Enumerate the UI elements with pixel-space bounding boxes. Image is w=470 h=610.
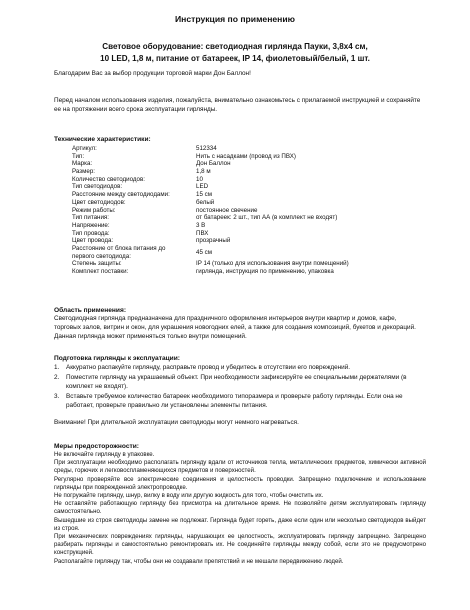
spec-value: от батареек: 2 шт., тип АА (в комплект не входят) <box>196 214 338 222</box>
spec-value: постоянное свечение <box>196 206 258 214</box>
spec-value: Нить с насадками (провод из ПВХ) <box>196 152 296 160</box>
product-title <box>60 41 410 64</box>
spec-value: белый <box>196 198 215 206</box>
spec-row <box>54 207 424 215</box>
area-heading: Область применения: <box>54 307 127 314</box>
spec-row <box>54 237 424 245</box>
prep-step-text: Вставьте требуемое количество батареек необходимого типоразмера и проверьте работу гирлянды. Если она не работает, проверьте правильно ли установлены элементы питания. <box>66 393 403 409</box>
prep-steps-list <box>54 364 426 412</box>
spec-row <box>54 191 424 199</box>
spec-row <box>54 153 424 161</box>
spec-value: Дон Баллон <box>196 160 231 168</box>
spec-key: Степень защиты: <box>72 260 122 268</box>
spec-row <box>54 268 424 276</box>
prep-step-number: 3. <box>54 393 60 401</box>
safety-paragraph: Не включайте гирлянду в упаковке. <box>54 451 155 458</box>
spec-row <box>54 222 424 230</box>
spec-key: Расстояние между светодиодами: <box>72 191 170 199</box>
spec-key: Артикул: <box>72 145 97 152</box>
spec-key: Размер: <box>72 168 95 176</box>
spec-row <box>54 230 424 238</box>
spec-row <box>54 160 424 168</box>
intro-text: Перед началом использования изделия, пожалуйста, внимательно ознакомьтесь с прилагаемой инструкцией и сохраняйте ее на протяжении всего срока эксплуатации гирлянды. <box>54 97 421 113</box>
thanks-text: Благодарим Вас за выбор продукции торговой марки Дон Баллон! <box>54 70 251 77</box>
spec-row <box>54 214 424 222</box>
warning-text: Внимание! При длительной эксплуатации светодиоды могут немного нагреваться. <box>54 419 299 426</box>
product-title-line-2: 10 LED, 1,8 м, питание от батареек, IP 14, фиолетовый/белый, 1 шт. <box>100 53 370 63</box>
spec-key: Тип: <box>72 152 85 160</box>
prep-step-number: 2. <box>54 374 60 382</box>
spec-value: 45 см <box>196 248 212 256</box>
product-title-line-1: Световое оборудование: светодиодная гирлянда Пауки, 3,8х4 см, <box>102 42 368 51</box>
spec-key: Расстояние от блока питания до первого светодиода: <box>72 244 166 260</box>
spec-row <box>54 260 424 268</box>
prep-step-text: Аккуратно распакуйте гирлянду, расправьте провод и убедитесь в отсутствии его повреждений. <box>66 364 351 371</box>
safety-paragraph: Не оставляйте работающую гирлянду без присмотра на длительное время. Не позволяйте детям эксплуатировать гирлянду самостоятельно. <box>54 500 426 516</box>
spec-row <box>54 145 424 153</box>
spec-value: 10 <box>196 175 203 183</box>
spec-value: 15 см <box>196 191 212 199</box>
prep-heading: Подготовка гирлянды к эксплуатации: <box>54 355 180 362</box>
spec-key: Количество светодиодов: <box>72 175 145 183</box>
spec-value: гирлянда, инструкция по применению, упаковка <box>196 268 334 276</box>
spec-row <box>54 176 424 184</box>
safety-paragraph: Вышедшие из строя светодиоды замене не подлежат. Гирлянда будет гореть, даже если один или несколько светодиодов выйдет из строя. <box>54 516 426 532</box>
spec-key: Тип светодиодов: <box>72 183 123 191</box>
safety-paragraph: Регулярно проверяйте все электрические соединения и целостность проводки. Запрещено подключение и использование гирлянды при поврежденной электропроводке. <box>54 475 426 491</box>
safety-heading: Меры предосторожности: <box>54 443 140 450</box>
prep-step-number: 1. <box>54 364 60 371</box>
spec-value: LED <box>196 183 209 191</box>
spec-value: 3 В <box>196 221 206 229</box>
area-text: Светодиодная гирлянда предназначена для праздничного оформления интерьеров внутри квартир и домов, кафе, торговых залов, витрин и окон, для украшения новогодних елей, а также для создания композиций, букетов и декораций. Данная гирлянда может применяться только внутри помещений. <box>54 315 416 340</box>
spec-value: прозрачный <box>196 237 231 245</box>
safety-paragraph: При эксплуатации необходимо располагать гирлянду вдали от источников тепла, металлических предметов, химически активной среды, горючих и легковоспламеняющихся предметов и поверхностей. <box>54 459 426 475</box>
spec-key: Цвет светодиодов: <box>72 198 126 206</box>
spec-value: 1,8 м <box>196 168 211 176</box>
prep-step <box>54 393 426 411</box>
spec-key: Цвет провода: <box>72 237 114 245</box>
safety-paragraph: При механических повреждениях гирлянды, нарушающих ее целостность, эксплуатировать гирлянду запрещено. Запрещено разбирать гирлянды и самостоятельно ремонтировать их. Не соединяйте гирлянды между собой, если это не предусмотрено конструкцией. <box>54 533 426 557</box>
spec-key: Марка: <box>72 160 93 168</box>
safety-text <box>54 451 426 566</box>
spec-value: 512334 <box>196 145 217 152</box>
spec-row <box>54 199 424 207</box>
spec-key: Тип провода: <box>72 229 110 237</box>
prep-step-text: Поместите гирлянду на украшаемый объект. При необходимости зафиксируйте ее специальными держателями (в комплект не входят). <box>66 374 407 390</box>
specs-table <box>54 145 424 276</box>
prep-step <box>54 374 426 392</box>
safety-paragraph: Располагайте гирлянду так, чтобы они не создавали препятствий и не мешали передвижению людей. <box>54 557 344 565</box>
spec-key: Тип питания: <box>72 214 109 222</box>
spec-row <box>54 168 424 176</box>
specs-heading: Технические характеристики: <box>54 136 151 143</box>
spec-value: ПВХ <box>196 229 209 237</box>
spec-value: IP 14 (только для использования внутри помещений) <box>196 260 349 268</box>
spec-key: Режим работы: <box>72 206 116 214</box>
spec-key: Напряжение: <box>72 221 110 229</box>
spec-row <box>54 183 424 191</box>
spec-row <box>54 245 424 260</box>
prep-step <box>54 364 426 373</box>
safety-paragraph: Не погружайте гирлянду, шнур, вилку в воду или другую жидкость для того, чтобы очистить их. <box>54 492 324 500</box>
document-title: Инструкция по применению <box>174 14 295 24</box>
spec-key: Комплект поставки: <box>72 268 129 276</box>
